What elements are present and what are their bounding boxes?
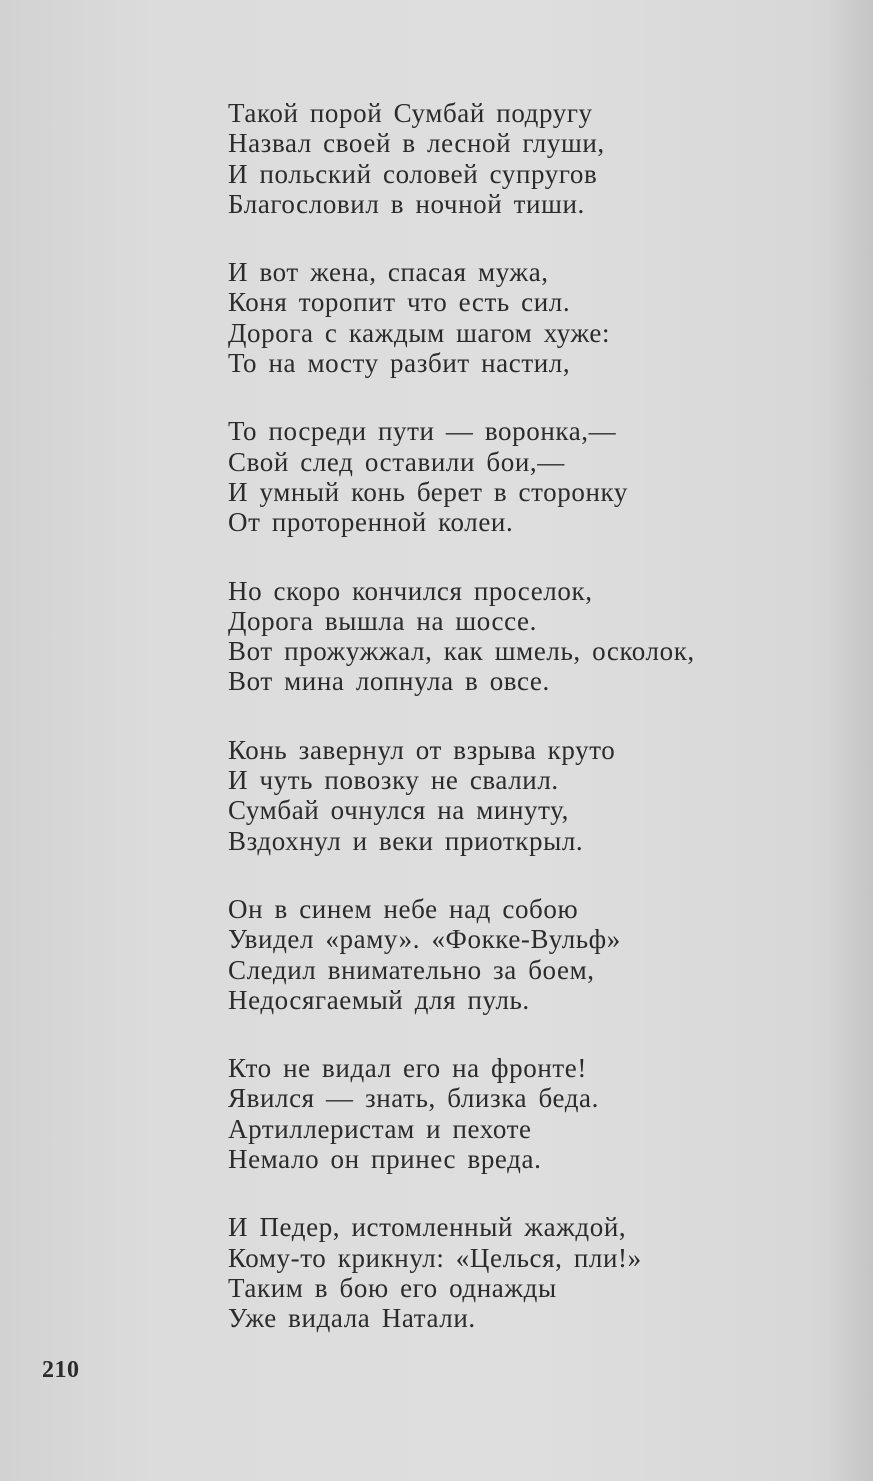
poem-line: Явился — знать, близка беда. <box>228 1083 599 1114</box>
poem-line: И вот жена, спасая мужа, <box>228 257 549 288</box>
poem-line: Благословил в ночной тиши. <box>228 188 585 219</box>
poem-line: Коня торопит что есть сил. <box>228 287 571 318</box>
poem-line: Но скоро кончился проселок, <box>228 575 593 606</box>
stanza-3 <box>228 416 788 537</box>
poem-line: Кто не видал его на фронте! <box>228 1053 587 1084</box>
stanza-4 <box>228 576 788 697</box>
poem-line: Конь завернул от взрыва круто <box>228 734 616 765</box>
poem-line: И Педер, истомленный жаждой, <box>228 1212 627 1243</box>
poem-line: Артиллеристам и пехоте <box>228 1113 532 1144</box>
poem-line: Таким в бою его однажды <box>228 1272 557 1303</box>
poem-line: Кому-то крикнул: «Целься, пли!» <box>228 1242 642 1273</box>
poem-line: Такой порой Сумбай подругу <box>228 98 593 128</box>
poem-line: То на мосту разбит настил, <box>228 348 571 379</box>
poem-line: И польский соловей супругов <box>228 158 598 189</box>
page-number: 210 <box>42 1357 80 1383</box>
page-edge-shadow <box>828 0 873 1481</box>
poem-line: Дорога с каждым шагом хуже: <box>228 317 611 348</box>
stanza-6 <box>228 894 788 1015</box>
poem-line: Увидел «раму». «Фокке-Вульф» <box>228 924 621 955</box>
poem-line: Уже видала Натали. <box>228 1303 476 1334</box>
poem-line: Дорога вышла на шоссе. <box>228 605 537 636</box>
stanza-5 <box>228 735 788 856</box>
poem-line: Вот мина лопнула в овсе. <box>228 666 550 697</box>
poem-line: Свой след оставили бои,— <box>228 446 565 477</box>
poem-line: Вот прожужжал, как шмель, осколок, <box>228 636 695 667</box>
poem-line: Следил внимательно за боем, <box>228 954 595 985</box>
stanza-8 <box>228 1212 788 1333</box>
poem-line: Назвал своей в лесной глуши, <box>228 128 605 159</box>
poem-line: Недосягаемый для пуль. <box>228 984 530 1015</box>
poem-line: То посреди пути — воронка,— <box>228 416 617 447</box>
poem-line: Сумбай очнулся на минуту, <box>228 795 569 826</box>
poem-line: От проторенной колеи. <box>228 507 514 538</box>
poem-line: Вздохнул и веки приоткрыл. <box>228 825 584 856</box>
poem-line: Он в синем небе над собою <box>228 893 579 924</box>
stanza-2 <box>228 257 788 378</box>
poem-line: Немало он принес вреда. <box>228 1144 542 1175</box>
stanza-1 <box>228 98 788 219</box>
poem-line: И умный конь берет в сторонку <box>228 476 628 507</box>
poem-body <box>228 98 788 1372</box>
stanza-7 <box>228 1053 788 1174</box>
poem-line: И чуть повозку не свалил. <box>228 765 559 796</box>
